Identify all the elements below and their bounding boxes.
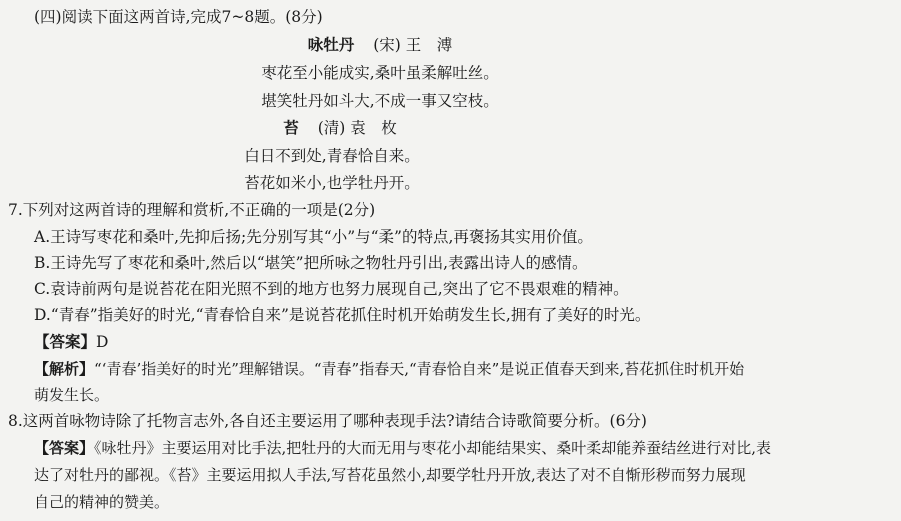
q8-answer-text: 《咏牡丹》主要运用对比手法,把牡丹的大而无用与枣花小却能结果实、桑叶柔却能养蚕结丝进行对比,表 [94,439,772,457]
q8-stem: 8.这两首咏物诗除了托物言志外,各自还主要运用了哪种表现手法?请结合诗歌简要分析。(6分) [8,412,647,430]
analysis-label: 【解析】 [34,360,95,378]
poem2-dynasty: (清) [317,119,346,137]
poem1-title: 咏牡丹 [307,35,355,54]
poem2-author: 袁 枚 [350,119,397,137]
q8-answer-cont-2: 自己的精神的赞美。 [34,493,170,511]
answer-value: D [96,333,109,351]
answer-label: 【答案】 [34,332,97,351]
analysis-text: “‘青春’指美好的时光”理解错误。“青春”指春天,“青春恰自来”是说正值春天到来,苔花抓住时机开始 [94,360,745,378]
poem2-title: 苔 [283,118,299,137]
poem2-line-2: 苔花如米小,也学牡丹开。 [244,174,420,192]
q7-analysis-cont: 萌发生长。 [34,386,110,404]
poem1-line-1: 枣花至小能成实,桑叶虽柔解吐丝。 [261,64,499,82]
q8-answer-cont-1: 达了对牡丹的鄙视。《苔》主要运用拟人手法,写苔花虽然小,却要学牡丹开放,表达了对不自惭形秽而努力展现 [34,466,746,484]
q8-answer-label: 【答案】 [34,439,95,457]
q8-answer [34,437,771,459]
q7-analysis [34,358,744,380]
q7-option-a: A.王诗写枣花和桑叶,先抑后扬;先分别写其“小”与“柔”的特点,再褒扬其实用价值。 [34,228,593,246]
q7-answer [34,331,108,353]
poem1-line-2: 堪笑牡丹如斗大,不成一事又空枝。 [261,92,499,110]
section-intro: (四)阅读下面这两首诗,完成7~8题。(8分) [34,8,323,26]
poem2-heading [0,117,720,139]
poem1-heading [0,34,760,56]
q7-stem: 7.下列对这两首诗的理解和赏析,不正确的一项是(2分) [8,201,376,219]
q7-option-b: B.王诗先写了枣花和桑叶,然后以“堪笑”把所咏之物牡丹引出,表露出诗人的感情。 [34,254,588,272]
poem1-author: 王 溥 [405,36,453,54]
q7-option-d: D.“青春”指美好的时光,“青春恰自来”是说苔花抓住时机开始萌发生长,拥有了美好的时光。 [34,306,651,324]
poem1-dynasty: (宋) [373,36,401,54]
poem2-line-1: 白日不到处,青春恰自来。 [244,147,420,165]
q7-option-c: C.袁诗前两句是说苔花在阳光照不到的地方也努力展现自己,突出了它不畏艰难的精神。 [34,280,629,298]
